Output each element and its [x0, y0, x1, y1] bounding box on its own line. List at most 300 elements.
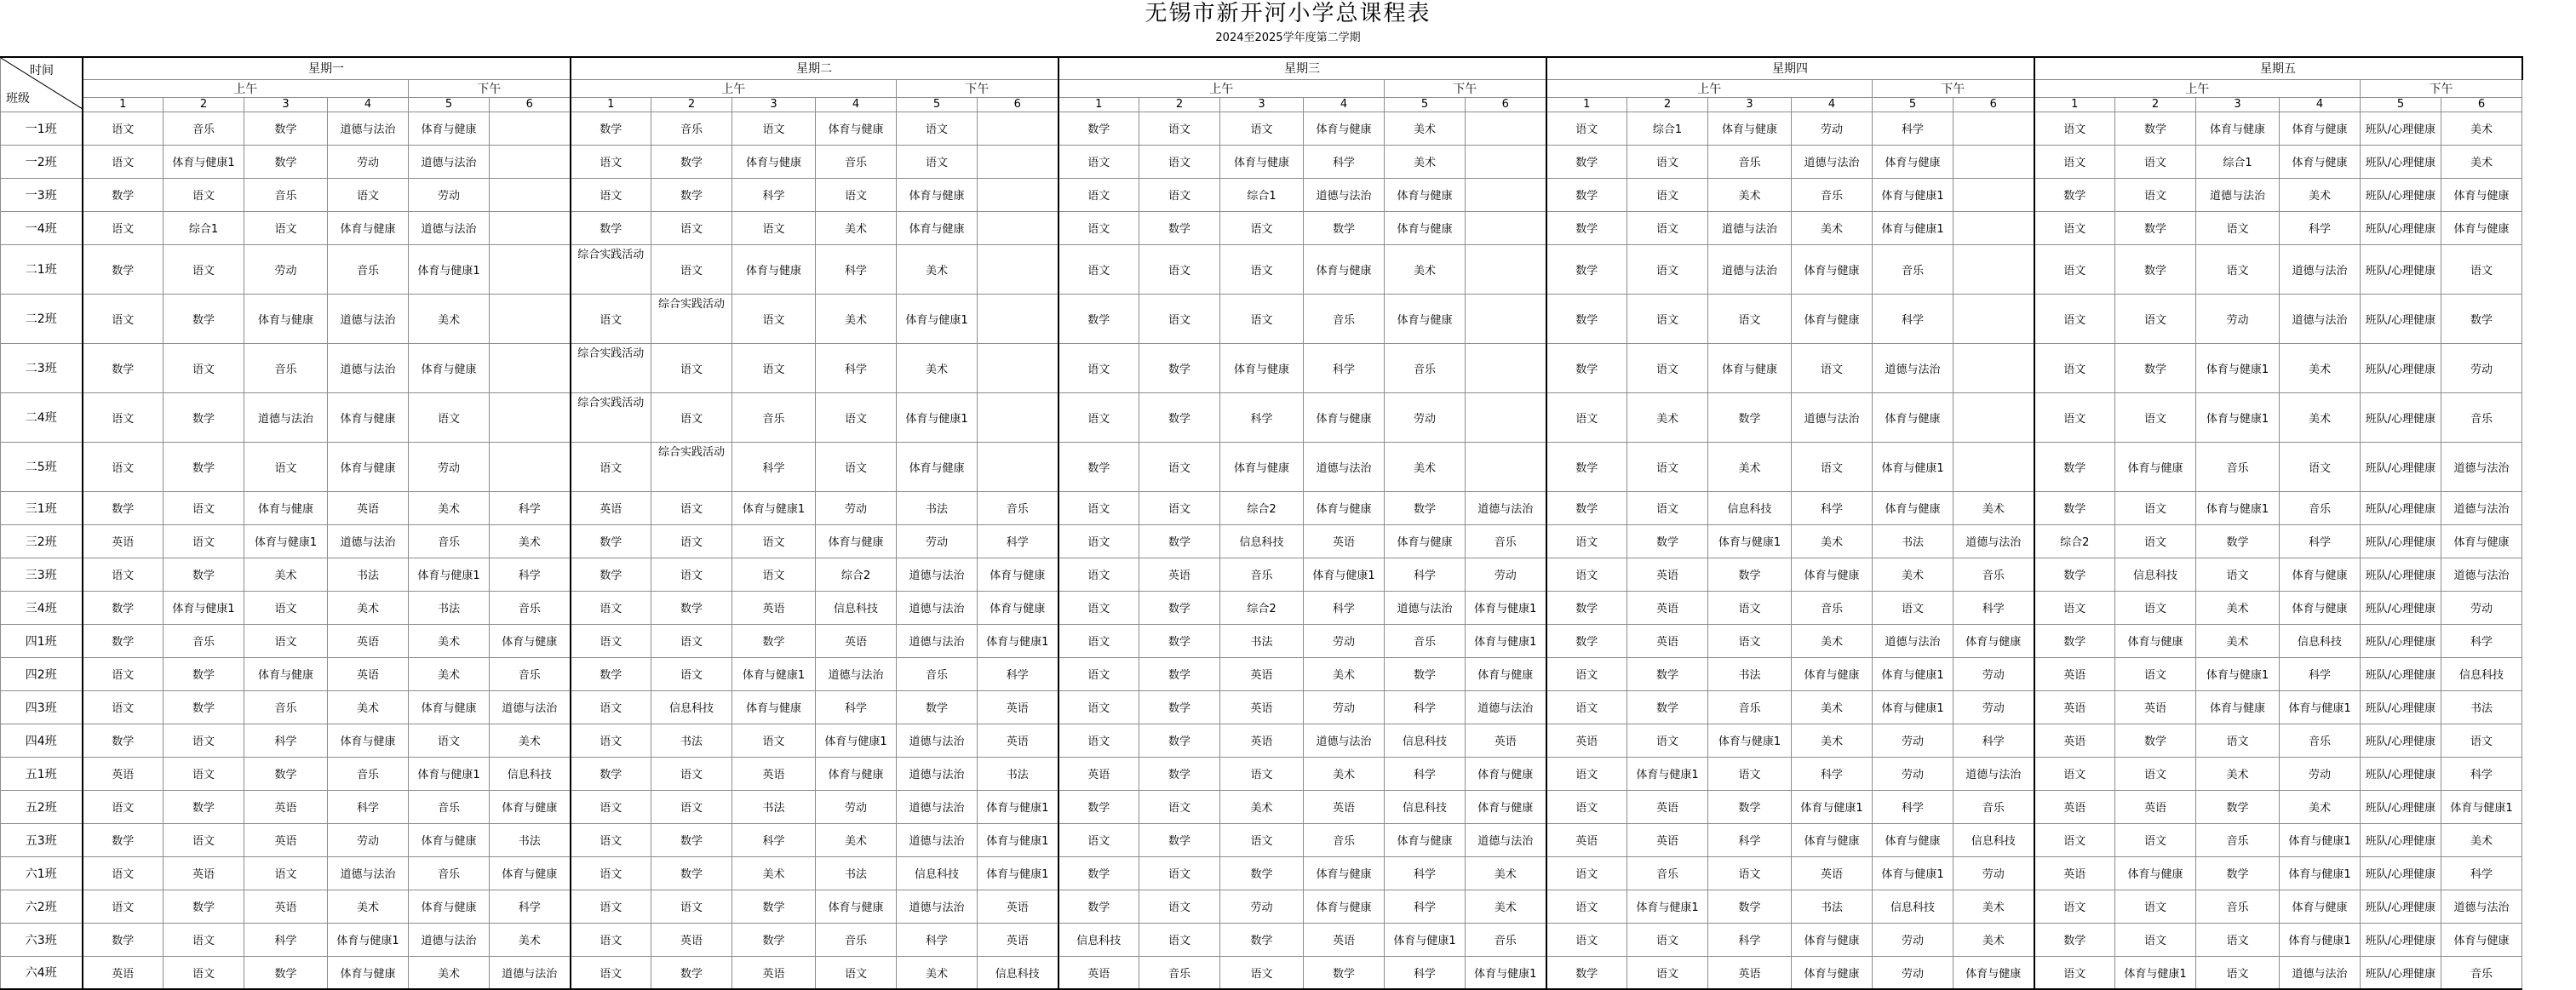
lesson-cell[interactable]: 体育与健康1	[164, 145, 244, 178]
lesson-cell[interactable]: 科学	[1220, 392, 1304, 442]
lesson-cell[interactable]: 美术	[1466, 890, 1546, 923]
lesson-cell[interactable]: 语文	[2034, 145, 2115, 178]
lesson-cell[interactable]: 英语	[816, 624, 897, 657]
lesson-cell[interactable]: 劳动	[1385, 392, 1466, 442]
lesson-cell[interactable]: 美术	[1385, 145, 1466, 178]
lesson-cell[interactable]: 体育与健康1	[1304, 558, 1385, 591]
lesson-cell[interactable]: 数学	[651, 823, 732, 856]
lesson-cell[interactable]: 语文	[1059, 491, 1139, 524]
lesson-cell[interactable]: 数学	[571, 657, 651, 690]
lesson-cell[interactable]: 语文	[1220, 211, 1304, 244]
lesson-cell[interactable]: 数学	[2115, 343, 2196, 392]
lesson-cell[interactable]: 科学	[490, 558, 571, 591]
lesson-cell[interactable]: 体育与健康	[2441, 211, 2522, 244]
lesson-cell[interactable]: 体育与健康	[1385, 294, 1466, 343]
lesson-cell[interactable]: 体育与健康1	[978, 624, 1059, 657]
lesson-cell[interactable]: 科学	[1304, 145, 1385, 178]
lesson-cell[interactable]: 音乐	[2196, 890, 2280, 923]
lesson-cell[interactable]: 美术	[1792, 624, 1873, 657]
lesson-cell[interactable]: 劳动	[409, 442, 490, 491]
lesson-cell[interactable]: 劳动	[1466, 558, 1546, 591]
lesson-cell[interactable]: 体育与健康	[2441, 923, 2522, 956]
lesson-cell[interactable]: 数学	[1708, 890, 1792, 923]
lesson-cell[interactable]: 数学	[1059, 790, 1139, 823]
lesson-cell[interactable]: 语文	[651, 790, 732, 823]
lesson-cell[interactable]: 信息科技	[1220, 524, 1304, 558]
lesson-cell[interactable]: 美术	[328, 690, 409, 724]
lesson-cell[interactable]: 语文	[164, 956, 244, 989]
lesson-cell[interactable]: 数学	[732, 624, 816, 657]
lesson-cell[interactable]: 科学	[816, 690, 897, 724]
lesson-cell[interactable]	[1466, 294, 1546, 343]
lesson-cell[interactable]: 体育与健康	[816, 524, 897, 558]
lesson-cell[interactable]: 体育与健康	[1954, 956, 2034, 989]
lesson-cell[interactable]: 语文	[1627, 343, 1708, 392]
lesson-cell[interactable]: 体育与健康1	[978, 823, 1059, 856]
lesson-cell[interactable]: 音乐	[2280, 724, 2361, 757]
lesson-cell[interactable]: 道德与法治	[897, 790, 978, 823]
lesson-cell[interactable]: 体育与健康1	[164, 591, 244, 624]
lesson-cell[interactable]: 语文	[1546, 890, 1627, 923]
lesson-cell[interactable]: 数学	[164, 294, 244, 343]
lesson-cell[interactable]: 语文	[1792, 343, 1873, 392]
lesson-cell[interactable]: 信息科技	[2441, 657, 2522, 690]
lesson-cell[interactable]: 数学	[1139, 524, 1220, 558]
lesson-cell[interactable]: 语文	[1059, 244, 1139, 294]
lesson-cell[interactable]: 道德与法治	[816, 657, 897, 690]
lesson-cell[interactable]: 科学	[1385, 690, 1466, 724]
lesson-cell[interactable]: 美术	[244, 558, 328, 591]
lesson-cell[interactable]: 语文	[1546, 923, 1627, 956]
lesson-cell[interactable]: 体育与健康	[1792, 558, 1873, 591]
lesson-cell[interactable]: 语文	[651, 244, 732, 294]
lesson-cell[interactable]: 语文	[1139, 178, 1220, 211]
lesson-cell[interactable]: 劳动	[2280, 757, 2361, 790]
lesson-cell[interactable]: 体育与健康	[1304, 890, 1385, 923]
lesson-cell[interactable]: 信息科技	[1385, 724, 1466, 757]
lesson-cell[interactable]	[978, 178, 1059, 211]
lesson-cell[interactable]: 英语	[1304, 790, 1385, 823]
lesson-cell[interactable]: 英语	[328, 491, 409, 524]
lesson-cell[interactable]: 语文	[651, 491, 732, 524]
lesson-cell[interactable]: 劳动	[1954, 690, 2034, 724]
lesson-cell[interactable]: 语文	[651, 524, 732, 558]
lesson-cell[interactable]: 体育与健康1	[1708, 524, 1792, 558]
lesson-cell[interactable]: 语文	[1627, 145, 1708, 178]
lesson-cell[interactable]: 道德与法治	[1385, 591, 1466, 624]
lesson-cell[interactable]: 语文	[816, 392, 897, 442]
lesson-cell[interactable]: 语文	[1546, 757, 1627, 790]
lesson-cell[interactable]: 语文	[1059, 211, 1139, 244]
lesson-cell[interactable]: 语文	[2280, 442, 2361, 491]
lesson-cell[interactable]: 语文	[164, 178, 244, 211]
lesson-cell[interactable]: 科学	[2441, 624, 2522, 657]
lesson-cell[interactable]: 数学	[2115, 211, 2196, 244]
lesson-cell[interactable]: 美术	[409, 294, 490, 343]
lesson-cell[interactable]: 道德与法治	[490, 690, 571, 724]
lesson-cell[interactable]: 劳动	[1954, 657, 2034, 690]
lesson-cell[interactable]: 体育与健康	[1385, 211, 1466, 244]
lesson-cell[interactable]: 数学	[2196, 856, 2280, 890]
lesson-cell[interactable]: 科学	[1792, 491, 1873, 524]
lesson-cell[interactable]	[490, 178, 571, 211]
lesson-cell[interactable]: 体育与健康1	[1873, 690, 1954, 724]
lesson-cell[interactable]: 数学	[1546, 211, 1627, 244]
lesson-cell[interactable]: 音乐	[1304, 294, 1385, 343]
lesson-cell[interactable]: 班队/心理健康	[2361, 956, 2441, 989]
lesson-cell[interactable]: 语文	[571, 442, 651, 491]
lesson-cell[interactable]: 美术	[1954, 923, 2034, 956]
lesson-cell[interactable]: 班队/心理健康	[2361, 890, 2441, 923]
lesson-cell[interactable]: 语文	[2034, 591, 2115, 624]
lesson-cell[interactable]: 道德与法治	[2441, 890, 2522, 923]
lesson-cell[interactable]: 数学	[571, 211, 651, 244]
lesson-cell[interactable]	[1954, 392, 2034, 442]
lesson-cell[interactable]: 语文	[2034, 392, 2115, 442]
lesson-cell[interactable]: 语文	[1627, 294, 1708, 343]
lesson-cell[interactable]: 劳动	[1792, 112, 1873, 145]
lesson-cell[interactable]: 美术	[490, 524, 571, 558]
lesson-cell[interactable]	[978, 294, 1059, 343]
lesson-cell[interactable]: 体育与健康1	[897, 294, 978, 343]
lesson-cell[interactable]: 美术	[897, 343, 978, 392]
lesson-cell[interactable]: 英语	[1546, 823, 1627, 856]
lesson-cell[interactable]: 综合2	[1220, 491, 1304, 524]
lesson-cell[interactable]: 班队/心理健康	[2361, 624, 2441, 657]
lesson-cell[interactable]: 语文	[1627, 244, 1708, 294]
lesson-cell[interactable]: 语文	[1139, 244, 1220, 294]
lesson-cell[interactable]: 体育与健康1	[1466, 624, 1546, 657]
lesson-cell[interactable]: 数学	[83, 823, 164, 856]
lesson-cell[interactable]	[1954, 343, 2034, 392]
lesson-cell[interactable]: 科学	[328, 790, 409, 823]
lesson-cell[interactable]: 道德与法治	[1708, 211, 1792, 244]
lesson-cell[interactable]: 语文	[2034, 294, 2115, 343]
lesson-cell[interactable]: 体育与健康	[897, 442, 978, 491]
lesson-cell[interactable]: 语文	[571, 178, 651, 211]
lesson-cell[interactable]: 体育与健康	[2280, 591, 2361, 624]
lesson-cell[interactable]: 语文	[571, 724, 651, 757]
lesson-cell[interactable]: 道德与法治	[897, 624, 978, 657]
lesson-cell[interactable]: 英语	[164, 856, 244, 890]
lesson-cell[interactable]: 书法	[1792, 890, 1873, 923]
lesson-cell[interactable]: 音乐	[1708, 145, 1792, 178]
lesson-cell[interactable]: 体育与健康	[2196, 690, 2280, 724]
lesson-cell[interactable]: 数学	[1059, 112, 1139, 145]
lesson-cell[interactable]: 数学	[651, 956, 732, 989]
lesson-cell[interactable]: 数学	[2034, 491, 2115, 524]
lesson-cell[interactable]: 语文	[571, 856, 651, 890]
lesson-cell[interactable]: 语文	[164, 343, 244, 392]
lesson-cell[interactable]: 科学	[732, 823, 816, 856]
lesson-cell[interactable]: 班队/心理健康	[2361, 442, 2441, 491]
lesson-cell[interactable]: 体育与健康	[1792, 657, 1873, 690]
lesson-cell[interactable]: 数学	[1220, 856, 1304, 890]
lesson-cell[interactable]: 英语	[328, 624, 409, 657]
lesson-cell[interactable]	[1466, 112, 1546, 145]
lesson-cell[interactable]: 音乐	[1873, 244, 1954, 294]
lesson-cell[interactable]: 体育与健康	[1792, 956, 1873, 989]
lesson-cell[interactable]: 数学	[2196, 524, 2280, 558]
lesson-cell[interactable]: 美术	[409, 491, 490, 524]
lesson-cell[interactable]: 科学	[244, 724, 328, 757]
lesson-cell[interactable]: 数学	[1546, 956, 1627, 989]
lesson-cell[interactable]: 语文	[2034, 244, 2115, 294]
lesson-cell[interactable]: 道德与法治	[1304, 724, 1385, 757]
lesson-cell[interactable]: 体育与健康	[2441, 524, 2522, 558]
lesson-cell[interactable]: 语文	[1708, 591, 1792, 624]
lesson-cell[interactable]: 体育与健康	[732, 244, 816, 294]
lesson-cell[interactable]: 语文	[571, 923, 651, 956]
lesson-cell[interactable]: 体育与健康	[1708, 343, 1792, 392]
lesson-cell[interactable]: 劳动	[2441, 591, 2522, 624]
lesson-cell[interactable]: 体育与健康	[1873, 145, 1954, 178]
lesson-cell[interactable]: 语文	[83, 112, 164, 145]
lesson-cell[interactable]: 数学	[1139, 690, 1220, 724]
lesson-cell[interactable]: 语文	[83, 690, 164, 724]
lesson-cell[interactable]: 信息科技	[2115, 558, 2196, 591]
lesson-cell[interactable]: 语文	[1059, 823, 1139, 856]
lesson-cell[interactable]	[978, 442, 1059, 491]
lesson-cell[interactable]: 语文	[83, 657, 164, 690]
lesson-cell[interactable]: 数学	[1059, 442, 1139, 491]
lesson-cell[interactable]: 语文	[1139, 294, 1220, 343]
lesson-cell[interactable]: 体育与健康	[1304, 392, 1385, 442]
lesson-cell[interactable]: 体育与健康	[328, 211, 409, 244]
lesson-cell[interactable]: 语文	[1220, 112, 1304, 145]
lesson-cell[interactable]: 音乐	[244, 343, 328, 392]
lesson-cell[interactable]: 语文	[816, 956, 897, 989]
lesson-cell[interactable]: 语文	[2115, 757, 2196, 790]
lesson-cell[interactable]: 语文	[2034, 823, 2115, 856]
lesson-cell[interactable]: 道德与法治	[2441, 558, 2522, 591]
lesson-cell[interactable]: 体育与健康	[328, 442, 409, 491]
lesson-cell[interactable]: 英语	[2115, 790, 2196, 823]
lesson-cell[interactable]	[1466, 343, 1546, 392]
lesson-cell[interactable]: 语文	[1059, 343, 1139, 392]
lesson-cell[interactable]: 音乐	[897, 657, 978, 690]
lesson-cell[interactable]: 语文	[409, 392, 490, 442]
lesson-cell[interactable]: 体育与健康	[897, 211, 978, 244]
lesson-cell[interactable]: 体育与健康	[1792, 823, 1873, 856]
lesson-cell[interactable]: 美术	[409, 657, 490, 690]
lesson-cell[interactable]: 体育与健康	[409, 823, 490, 856]
lesson-cell[interactable]: 综合2	[816, 558, 897, 591]
lesson-cell[interactable]: 班队/心理健康	[2361, 244, 2441, 294]
lesson-cell[interactable]: 科学	[490, 890, 571, 923]
lesson-cell[interactable]	[1954, 145, 2034, 178]
lesson-cell[interactable]: 美术	[897, 956, 978, 989]
lesson-cell[interactable]: 劳动	[1304, 690, 1385, 724]
lesson-cell[interactable]: 语文	[2196, 956, 2280, 989]
lesson-cell[interactable]: 英语	[244, 823, 328, 856]
lesson-cell[interactable]	[1466, 244, 1546, 294]
lesson-cell[interactable]	[978, 244, 1059, 294]
lesson-cell[interactable]: 英语	[732, 591, 816, 624]
lesson-cell[interactable]: 体育与健康1	[2280, 923, 2361, 956]
lesson-cell[interactable]: 数学	[164, 890, 244, 923]
lesson-cell[interactable]: 美术	[1792, 211, 1873, 244]
lesson-cell[interactable]: 数学	[83, 724, 164, 757]
lesson-cell[interactable]: 数学	[244, 145, 328, 178]
lesson-cell[interactable]: 美术	[816, 294, 897, 343]
lesson-cell[interactable]: 英语	[83, 524, 164, 558]
lesson-cell[interactable]: 体育与健康1	[732, 657, 816, 690]
lesson-cell[interactable]: 数学	[1546, 294, 1627, 343]
lesson-cell[interactable]: 科学	[1873, 294, 1954, 343]
lesson-cell[interactable]: 数学	[83, 244, 164, 294]
lesson-cell[interactable]: 语文	[897, 112, 978, 145]
lesson-cell[interactable]	[490, 112, 571, 145]
lesson-cell[interactable]: 语文	[1627, 923, 1708, 956]
lesson-cell[interactable]: 数学	[1385, 657, 1466, 690]
lesson-cell[interactable]: 科学	[1954, 591, 2034, 624]
lesson-cell[interactable]: 语文	[571, 591, 651, 624]
lesson-cell[interactable]: 数学	[1304, 211, 1385, 244]
lesson-cell[interactable]: 美术	[1873, 558, 1954, 591]
lesson-cell[interactable]: 美术	[2280, 343, 2361, 392]
lesson-cell[interactable]: 道德与法治	[328, 524, 409, 558]
lesson-cell[interactable]: 劳动	[816, 491, 897, 524]
lesson-cell[interactable]: 语文	[1627, 178, 1708, 211]
lesson-cell[interactable]: 体育与健康1	[1792, 790, 1873, 823]
lesson-cell[interactable]: 英语	[1220, 690, 1304, 724]
lesson-cell[interactable]: 体育与健康	[490, 790, 571, 823]
lesson-cell[interactable]: 语文	[2115, 178, 2196, 211]
lesson-cell[interactable]: 劳动	[1873, 923, 1954, 956]
lesson-cell[interactable]: 科学	[732, 442, 816, 491]
lesson-cell[interactable]: 体育与健康	[2441, 178, 2522, 211]
lesson-cell[interactable]: 数学	[1546, 244, 1627, 294]
lesson-cell[interactable]: 美术	[1792, 724, 1873, 757]
lesson-cell[interactable]: 体育与健康1	[1466, 956, 1546, 989]
lesson-cell[interactable]: 英语	[1546, 724, 1627, 757]
lesson-cell[interactable]: 语文	[816, 442, 897, 491]
lesson-cell[interactable]: 音乐	[1139, 956, 1220, 989]
lesson-cell[interactable]: 道德与法治	[244, 392, 328, 442]
lesson-cell[interactable]: 数学	[164, 442, 244, 491]
lesson-cell[interactable]: 体育与健康	[1873, 392, 1954, 442]
lesson-cell[interactable]: 劳动	[897, 524, 978, 558]
lesson-cell[interactable]: 数学	[1627, 690, 1708, 724]
lesson-cell[interactable]: 音乐	[1385, 624, 1466, 657]
lesson-cell[interactable]: 班队/心理健康	[2361, 591, 2441, 624]
lesson-cell[interactable]: 劳动	[328, 823, 409, 856]
lesson-cell[interactable]: 数学	[1627, 524, 1708, 558]
lesson-cell[interactable]: 班队/心理健康	[2361, 145, 2441, 178]
lesson-cell[interactable]: 音乐	[978, 491, 1059, 524]
lesson-cell[interactable]: 美术	[1954, 491, 2034, 524]
lesson-cell[interactable]: 体育与健康1	[897, 392, 978, 442]
lesson-cell[interactable]: 道德与法治	[1304, 442, 1385, 491]
lesson-cell[interactable]: 语文	[651, 558, 732, 591]
lesson-cell[interactable]	[1954, 178, 2034, 211]
lesson-cell[interactable]: 综合2	[1220, 591, 1304, 624]
lesson-cell[interactable]: 数学	[651, 856, 732, 890]
lesson-cell[interactable]: 语文	[2441, 244, 2522, 294]
lesson-cell[interactable]: 体育与健康	[409, 343, 490, 392]
lesson-cell[interactable]: 道德与法治	[897, 890, 978, 923]
lesson-cell[interactable]: 道德与法治	[1954, 524, 2034, 558]
lesson-cell[interactable]: 语文	[2196, 923, 2280, 956]
lesson-cell[interactable]: 体育与健康	[409, 690, 490, 724]
lesson-cell[interactable]: 美术	[409, 624, 490, 657]
lesson-cell[interactable]: 语文	[571, 823, 651, 856]
lesson-cell[interactable]: 语文	[1627, 491, 1708, 524]
lesson-cell[interactable]: 班队/心理健康	[2361, 294, 2441, 343]
lesson-cell[interactable]: 语文	[1220, 956, 1304, 989]
lesson-cell[interactable]	[1954, 442, 2034, 491]
lesson-cell[interactable]: 科学	[1385, 956, 1466, 989]
lesson-cell[interactable]: 数学	[244, 112, 328, 145]
lesson-cell[interactable]: 数学	[1059, 890, 1139, 923]
lesson-cell[interactable]: 体育与健康1	[1873, 856, 1954, 890]
lesson-cell[interactable]: 语文	[244, 856, 328, 890]
lesson-cell[interactable]: 体育与健康1	[2115, 956, 2196, 989]
lesson-cell[interactable]: 体育与健康	[244, 294, 328, 343]
lesson-cell[interactable]: 语文	[83, 790, 164, 823]
lesson-cell[interactable]: 体育与健康	[1873, 823, 1954, 856]
lesson-cell[interactable]: 科学	[490, 491, 571, 524]
lesson-cell[interactable]: 道德与法治	[1954, 757, 2034, 790]
lesson-cell[interactable]: 语文	[651, 343, 732, 392]
lesson-cell[interactable]: 数学	[1708, 558, 1792, 591]
lesson-cell[interactable]: 道德与法治	[1304, 178, 1385, 211]
lesson-cell[interactable]: 科学	[2280, 211, 2361, 244]
lesson-cell[interactable]: 音乐	[244, 178, 328, 211]
lesson-cell[interactable]: 英语	[1708, 956, 1792, 989]
lesson-cell[interactable]: 书法	[1873, 524, 1954, 558]
lesson-cell[interactable]	[978, 343, 1059, 392]
lesson-cell[interactable]: 体育与健康1	[2280, 690, 2361, 724]
lesson-cell[interactable]: 体育与健康	[2196, 112, 2280, 145]
lesson-cell[interactable]	[571, 244, 651, 294]
lesson-cell[interactable]: 语文	[2441, 724, 2522, 757]
lesson-cell[interactable]: 美术	[328, 591, 409, 624]
lesson-cell[interactable]: 英语	[1627, 591, 1708, 624]
lesson-cell[interactable]	[978, 112, 1059, 145]
lesson-cell[interactable]: 语文	[651, 890, 732, 923]
lesson-cell[interactable]: 数学	[1139, 657, 1220, 690]
lesson-cell[interactable]: 道德与法治	[328, 856, 409, 890]
lesson-cell[interactable]: 语文	[1220, 244, 1304, 294]
lesson-cell[interactable]: 语文	[83, 442, 164, 491]
lesson-cell[interactable]: 音乐	[1708, 690, 1792, 724]
lesson-cell[interactable]: 数学	[83, 343, 164, 392]
lesson-cell[interactable]: 数学	[244, 757, 328, 790]
lesson-cell[interactable]: 数学	[2115, 244, 2196, 294]
lesson-cell[interactable]: 劳动	[328, 145, 409, 178]
lesson-cell[interactable]: 音乐	[2196, 823, 2280, 856]
lesson-cell[interactable]: 语文	[83, 211, 164, 244]
lesson-cell[interactable]: 体育与健康	[1708, 112, 1792, 145]
lesson-cell[interactable]: 英语	[83, 956, 164, 989]
lesson-cell[interactable]: 体育与健康	[2280, 890, 2361, 923]
lesson-cell[interactable]: 英语	[1059, 757, 1139, 790]
lesson-cell[interactable]: 美术	[1385, 442, 1466, 491]
lesson-cell[interactable]: 美术	[897, 244, 978, 294]
lesson-cell[interactable]: 英语	[1627, 823, 1708, 856]
lesson-cell[interactable]: 信息科技	[978, 956, 1059, 989]
lesson-cell[interactable]: 数学	[164, 392, 244, 442]
lesson-cell[interactable]: 综合1	[2196, 145, 2280, 178]
lesson-cell[interactable]: 美术	[2280, 790, 2361, 823]
lesson-cell[interactable]	[1466, 392, 1546, 442]
lesson-cell[interactable]: 语文	[83, 558, 164, 591]
lesson-cell[interactable]: 语文	[571, 790, 651, 823]
lesson-cell[interactable]: 语文	[651, 392, 732, 442]
lesson-cell[interactable]: 音乐	[164, 624, 244, 657]
